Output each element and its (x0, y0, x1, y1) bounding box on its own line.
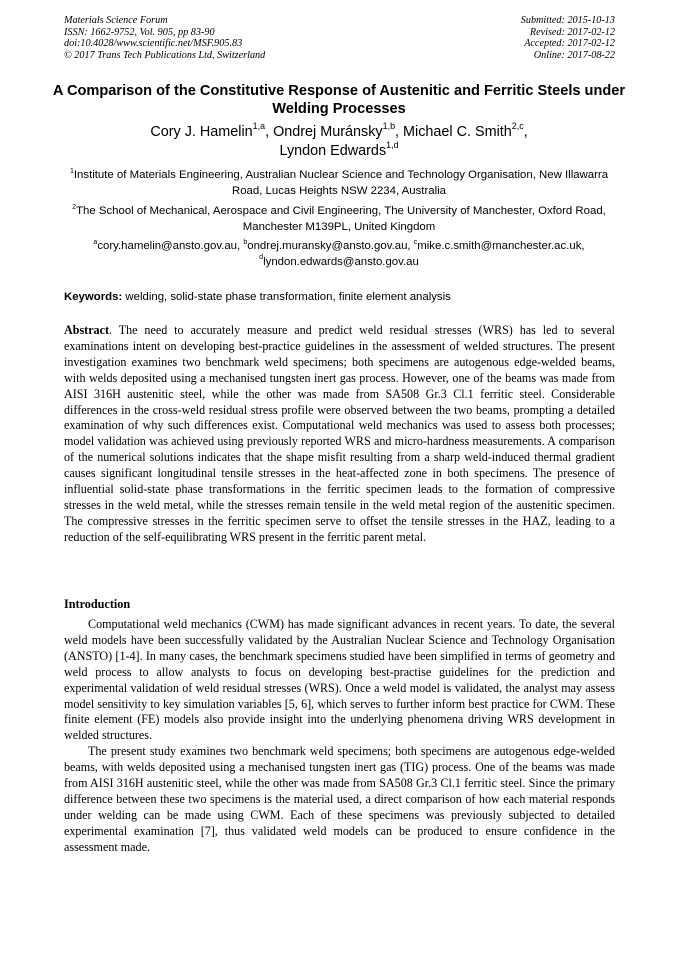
journal-info (64, 15, 265, 61)
author: Cory J. Hamelin$^{1,a}$, (150, 121, 274, 140)
abstract-text: . The need to accurately measure and predict weld residual stresses (WRS) has led to several examinations intent on developing best-practice guidelines in the assessment of welded structures. The present investigation examines two benchmark weld specimens; both specimens are autogenous edge-welded beams, with welds deposited using a mechanised tungsten inert gas process. However, one of the beams was made from AISI 316H austenitic steel, while the other was made from SA508 Gr.3 Cl.1 ferritic steel. Considerable differences in the cross-weld residual stress profile were observed between the two beams, prompting a detailed examination of why such differences exist. Computational weld mechanics was used to assess both processes; model validation was achieved using previously reported WRS and micro-hardness measurements. A comparison of the numerical solutions indicates that the shape misfit resulting from a sharp weld-induced thermal gradient causes significant longitudinal tensile stresses in the heat-affected zone in both specimens. The presence of influential solid-state phase transformations in the ferritic specimen leads to the formation of compressive stresses in the weld metal, while the stresses remain tensile in the weld metal region of the austenitic specimen. The compressive stresses in the ferritic specimen serve to offset the tensile stresses in the HAZ, leading to a reduction of the self-equilibrating WRS present in the ferritic parent metal. (64, 323, 615, 544)
introduction-body (64, 617, 615, 856)
author: Lyndon Edwards$^{1,d}$ (279, 140, 399, 159)
author-emails (55, 239, 623, 270)
revised-date: Revised: 2017-02-12 (529, 26, 615, 38)
copyright-line: © 2017 Trans Tech Publications Ltd, Switzerland (64, 49, 266, 61)
journal-name: Materials Science Forum (64, 15, 168, 26)
email[interactable]: $^b$ondrej.muransky@ansto.gov.au, (243, 238, 414, 252)
paper-title: A Comparison of the Constitutive Response of Austenitic and Ferritic Steels under Welding Processes (52, 83, 626, 117)
author: Ondrej Muránsky$^{1,b}$, (273, 121, 404, 140)
keywords-label: Keywords: (64, 291, 123, 303)
abstract (64, 323, 615, 546)
dates-info (521, 15, 615, 61)
issn-line: ISSN: 1662-9752, Vol. 905, pp 83-90 (64, 26, 215, 38)
accepted-date: Accepted: 2017-02-12 (524, 38, 615, 50)
author-list (40, 123, 638, 161)
keywords-text: welding, solid-state phase transformation, finite element analysis (125, 291, 451, 303)
email[interactable]: $^a$cory.hamelin@ansto.gov.au, (93, 238, 244, 252)
affiliation-2: $^2$The School of Mechanical, Aerospace and Civil Engineering, The University of Manchester, Oxford Road, Manchester M139PL, United Kingdom (72, 203, 606, 233)
paragraph: Computational weld mechanics (CWM) has made significant advances in recent years. To date, the several weld models have been successfully validated by the Australian Nuclear Science and Technology Organisation (ANSTO) [1-4]. In many cases, the benchmark specimens studied have been simplified in terms of geometry and weld process to allow analysts to focus on developing best-practise guidelines for the prediction and experimental validation of weld residual stresses (WRS). Once a weld model is validated, the analyst may assess model sensitivity to key simulation variables [5, 6], which serves to further inform best practice for CWM. These finite element (FE) models also provide insight into the underlying phenomena driving WRS development in welded structures. (64, 617, 615, 743)
section-heading-introduction: Introduction (64, 597, 131, 611)
email[interactable]: $^d$lyndon.edwards@ansto.gov.au (259, 254, 419, 268)
paragraph: The present study examines two benchmark weld specimens; both specimens are autogenous edge-welded beams, with welds deposited using a mechanised tungsten inert gas (TIG) process. One of the beams was made from AISI 316H austenitic steel, while the other was made from SA508 Gr.3 Cl.1 ferritic steel. Since the primary difference between these two specimens is the material used, a direct comparison of how each material responds under welding can be made using CWM. Each of these specimens was previously subjected to detailed experimental examination [7], thus validated weld models can be produced to ensure confidence in the assessment made. (64, 744, 615, 854)
doi-line[interactable]: doi:10.4028/www.scientific.net/MSF.905.83 (64, 38, 243, 50)
affiliation-1: $^1$Institute of Materials Engineering, Australian Nuclear Science and Technology Organisation, New Illawarra Road, Lucas Heights NSW 2234, Australia (69, 167, 609, 197)
author: Michael C. Smith$^{2,c}$, (403, 121, 528, 140)
online-date: Online: 2017-08-22 (533, 49, 615, 61)
abstract-label: Abstract (64, 323, 110, 337)
email[interactable]: $^c$mike.c.smith@manchester.ac.uk, (413, 238, 585, 252)
keywords (64, 290, 616, 305)
submitted-date: Submitted: 2015-10-13 (520, 15, 615, 26)
